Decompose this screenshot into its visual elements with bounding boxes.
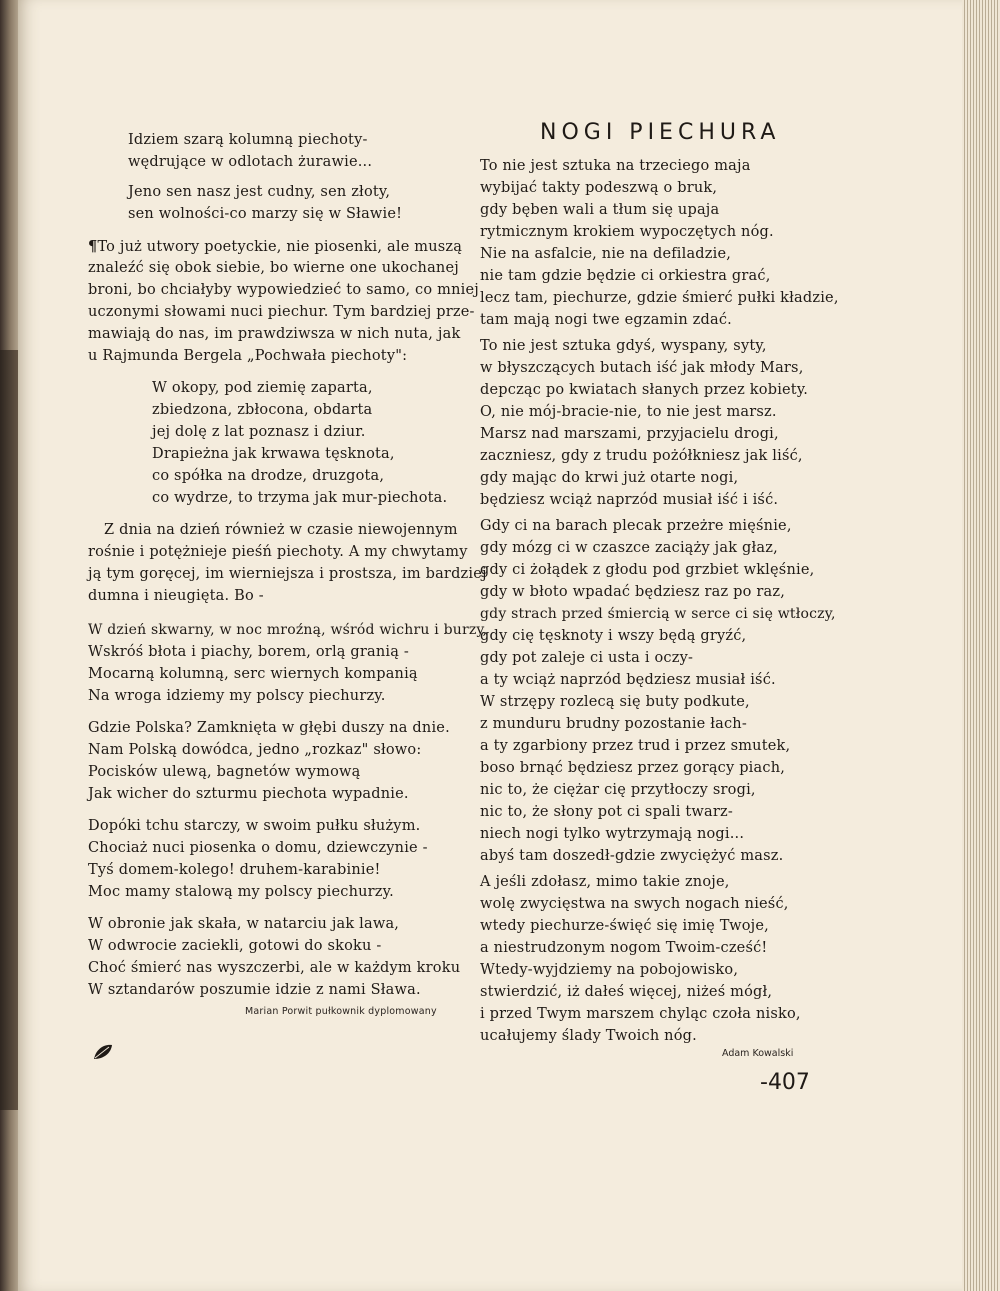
stanza-line: boso brnąć będziesz przez gorący piach, — [480, 760, 786, 776]
poem-line: Idziem szarą kolumną piechoty- — [128, 132, 368, 148]
stanza-line: gdy bęben wali a tłum się upaja — [480, 202, 720, 218]
stanza-line: Marsz nad marszami, przyjacielu drogi, — [480, 426, 779, 442]
stanza-line: niech nogi tylko wytrzymają nogi... — [480, 826, 745, 842]
stanza-line: Nie na asfalcie, nie na defiladzie, — [480, 246, 732, 262]
previous-page-edge — [0, 350, 20, 1110]
stanza-line: O, nie mój-bracie-nie, to nie jest marsz. — [480, 404, 777, 420]
stanza-line: a ty zgarbiony przez trud i przez smutek, — [480, 738, 791, 754]
paragraph-line: Z dnia na dzień również w czasie niewojennym — [104, 522, 458, 538]
paragraph-line: ją tym goręcej, im wierniejsza i prostsza, im bardziej — [88, 566, 487, 582]
stanza-line: wybijać takty podeszwą o bruk, — [480, 180, 718, 196]
stanza-line: gdy cię tęsknoty i wszy będą gryźć, — [480, 628, 747, 644]
stanza-line: a niestrudzonym nogom Twoim-cześć! — [480, 940, 768, 956]
stanza-line: To nie jest sztuka gdyś, wyspany, syty, — [480, 338, 767, 354]
stanza-line: W obronie jak skała, w natarciu jak lawa, — [88, 916, 400, 932]
stanza-line: zaczniesz, gdy z trudu pożółkniesz jak liść, — [480, 448, 803, 464]
stanza-line: Gdy ci na barach plecak przeżre mięśnie, — [480, 518, 792, 534]
paragraph-line: broni, bo chciałyby wypowiedzieć to samo, co mniej — [88, 282, 479, 298]
paragraph-text: To już utwory poetyckie, nie piosenki, ale muszą — [97, 239, 463, 255]
poem-line: sen wolności-co marzy się w Sławie! — [128, 206, 403, 222]
quote-line: jej dolę z lat poznasz i dziur. — [152, 424, 366, 440]
stanza-line: W dzień skwarny, w noc mroźną, wśród wichru i burzy, — [88, 622, 488, 638]
page-edges — [962, 0, 1000, 1291]
stanza-line: Pocisków ulewą, bagnetów wymową — [88, 764, 361, 780]
stanza-line: stwierdzić, iż dałeś więcej, niżeś mógł, — [480, 984, 773, 1000]
paragraph-line: mawiają do nas, im prawdziwsza w nich nuta, jak — [88, 326, 461, 342]
stanza-line: a ty wciąż naprzód będziesz musiał iść. — [480, 672, 776, 688]
quote-line: co spółka na drodze, druzgota, — [152, 468, 385, 484]
stanza-line: i przed Twym marszem chyląc czoła nisko, — [480, 1006, 801, 1022]
quote-line: Drapieżna jak krwawa tęsknota, — [152, 446, 395, 462]
stanza-line: gdy pot zaleje ci usta i oczy- — [480, 650, 694, 666]
stanza-line: gdy w błoto wpadać będziesz raz po raz, — [480, 584, 786, 600]
paragraph-line: znaleźć się obok siebie, bo wierne one ukochanej — [88, 260, 459, 276]
stanza-line: Wtedy-wyjdziemy na pobojowisko, — [480, 962, 739, 978]
stanza-line: Na wroga idziemy my polscy piechurzy. — [88, 688, 386, 704]
stanza-line: Nam Polską dowódca, jedno „rozkaz" słowo: — [88, 742, 422, 758]
stanza-line: Jak wicher do szturmu piechota wypadnie. — [88, 786, 409, 802]
stanza-line: gdy ci żołądek z głodu pod grzbiet wklęśnie, — [480, 562, 815, 578]
paragraph-line: rośnie i potężnieje pieśń piechoty. A my chwytamy — [88, 544, 468, 560]
stanza-line: gdy mając do krwi już otarte nogi, — [480, 470, 739, 486]
stanza-line: Chociaż nuci piosenka o domu, dziewczynie - — [88, 840, 428, 856]
stanza-line: lecz tam, piechurze, gdzie śmierć pułki kładzie, — [480, 290, 839, 306]
stanza-line: W sztandarów poszumie idzie z nami Sława. — [88, 982, 421, 998]
stanza-line: w błyszczących butach iść jak młody Mars, — [480, 360, 804, 376]
stanza-line: z munduru brudny pozostanie łach- — [480, 716, 747, 732]
stanza-line: wolę zwycięstwa na swych nogach nieść, — [480, 896, 789, 912]
stanza-line: nic to, że słony pot ci spali twarz- — [480, 804, 733, 820]
stanza-line: Wskróś błota i piachy, borem, orlą granią - — [88, 644, 410, 660]
stanza-line: W odwrocie zaciekli, gotowi do skoku - — [88, 938, 382, 954]
signature-porwit: Marian Porwit pułkownik dyplomowany — [245, 1006, 437, 1017]
stanza-line: To nie jest sztuka na trzeciego maja — [480, 158, 751, 174]
paragraph-line: dumna i nieugięta. Bo - — [88, 588, 264, 604]
stanza-line: Gdzie Polska? Zamknięta w głębi duszy na dnie. — [88, 720, 450, 736]
poem-line: wędrujące w odlotach żurawie... — [128, 154, 373, 170]
paragraph-line: uczonymi słowami nuci piechur. Tym bardziej prze- — [88, 304, 475, 320]
quote-line: W okopy, pod ziemię zaparta, — [152, 380, 373, 396]
stanza-line: depcząc po kwiatach słanych przez kobiety. — [480, 382, 809, 398]
paragraph-line: u Rajmunda Bergela „Pochwała piechoty": — [88, 348, 408, 364]
leaf-icon — [92, 1043, 114, 1061]
stanza-line: rytmicznym krokiem wypoczętych nóg. — [480, 224, 774, 240]
paragraph-line — [88, 238, 462, 255]
stanza-line: Dopóki tchu starczy, w swoim pułku służym. — [88, 818, 421, 834]
poem-title: NOGI PIECHURA — [540, 120, 781, 145]
stanza-line: gdy mózg ci w czaszce zaciąży jak głaz, — [480, 540, 778, 556]
stanza-line: ucałujemy ślady Twoich nóg. — [480, 1028, 697, 1044]
quote-line: zbiedzona, zbłocona, obdarta — [152, 402, 373, 418]
stanza-line: abyś tam doszedł-gdzie zwyciężyć masz. — [480, 848, 784, 864]
stanza-line: Moc mamy stalową my polscy piechurzy. — [88, 884, 394, 900]
stanza-line: Mocarną kolumną, serc wiernych kompanią — [88, 666, 418, 682]
stanza-line: Choć śmierć nas wyszczerbi, ale w każdym kroku — [88, 960, 461, 976]
stanza-line: tam mają nogi twe egzamin zdać. — [480, 312, 732, 328]
stanza-line: nic to, że ciężar cię przytłoczy srogi, — [480, 782, 756, 798]
poem-line: Jeno sen nasz jest cudny, sen złoty, — [128, 184, 391, 200]
pilcrow-icon: ¶ — [88, 238, 98, 255]
page-number: -407 — [760, 1070, 810, 1095]
stanza-line: A jeśli zdołasz, mimo takie znoje, — [480, 874, 730, 890]
quote-line: co wydrze, to trzyma jak mur-piechota. — [152, 490, 448, 506]
stanza-line: gdy strach przed śmiercią w serce ci się wtłoczy, — [480, 606, 836, 622]
stanza-line: Tyś domem-kolego! druhem-karabinie! — [88, 862, 381, 878]
stanza-line: nie tam gdzie będzie ci orkiestra grać, — [480, 268, 771, 284]
stanza-line: będziesz wciąż naprzód musiał iść i iść. — [480, 492, 779, 508]
stanza-line: W strzępy rozlecą się buty podkute, — [480, 694, 750, 710]
signature-kowalski: Adam Kowalski — [722, 1048, 794, 1059]
stanza-line: wtedy piechurze-święć się imię Twoje, — [480, 918, 769, 934]
